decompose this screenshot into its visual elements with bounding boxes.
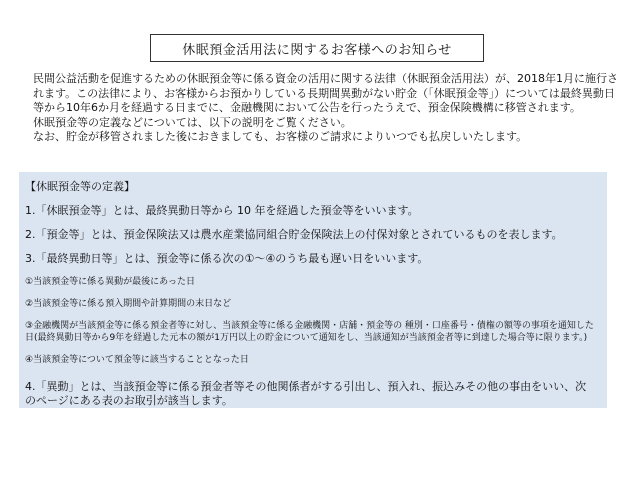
definition-item-3: 3.「最終異動日等」とは、預金等に係る次の①～④のうち最も遅い日をいいます。 [25,252,429,265]
intro-paragraph-1: 民間公益活動を促進するための休眠預金等に係る資金の活用に関する法律（休眠預金活用法）が、2018年1月に施行されます。この法律により、お客様からお預かりしている長期間異動がない貯金（「休眠預金等」）については最終異動日等から10年6か月を経過する日までに、金融機関において公告を行ったうえで、預金保険機構に移管されます。 [33,72,618,114]
definition-sub-1: ①当該預金等に係る異動が最後にあった日 [25,277,195,287]
definition-sub-4: ④当該預金等について預金等に該当することとなった日 [25,355,249,365]
definition-sub-3: ③金融機関が当該預金等に係る預金者等に対し、当該預金等に係る金融機関・店舗・預金等の 種別・口座番号・債権の額等の事項を通知した日(最終異動日等から9年を経過した元本の額が1万円以上の貯金について通知をし、当該通知が当該預金者等に到達した場合等に限ります。) [25,321,594,343]
definition-item-2: 2.「預金等」とは、預金保険法又は農水産業協同組合貯金保険法上の付保対象とされているものを表します。 [25,228,563,241]
definition-heading: 【休眠預金等の定義】 [25,180,135,193]
intro-paragraph-3: なお、貯金が移管されました後におきましても、お客様のご請求によりいつでも払戻しいたします。 [33,130,528,143]
definition-item-1: 1.「休眠預金等」とは、最終異動日等から 10 年を経過した預金等をいいます。 [25,204,419,217]
definition-item-4: 4.「異動」とは、当該預金等に係る預金者等その他関係者がする引出し、預入れ、振込みその他の事由をいい、次のページにある表のお取引が該当します。 [25,380,587,407]
intro-section [22,72,618,145]
definition-panel [19,172,607,408]
notice-title [150,34,484,62]
definition-sub-2: ②当該預金等に係る預入期間や計算期間の末日など [25,299,232,309]
intro-paragraph-2: 休眠預金等の定義などについては、以下の説明をご覧ください。 [33,115,352,129]
notice-title-text: 休眠預金活用法に関するお客様へのお知らせ [182,42,452,58]
